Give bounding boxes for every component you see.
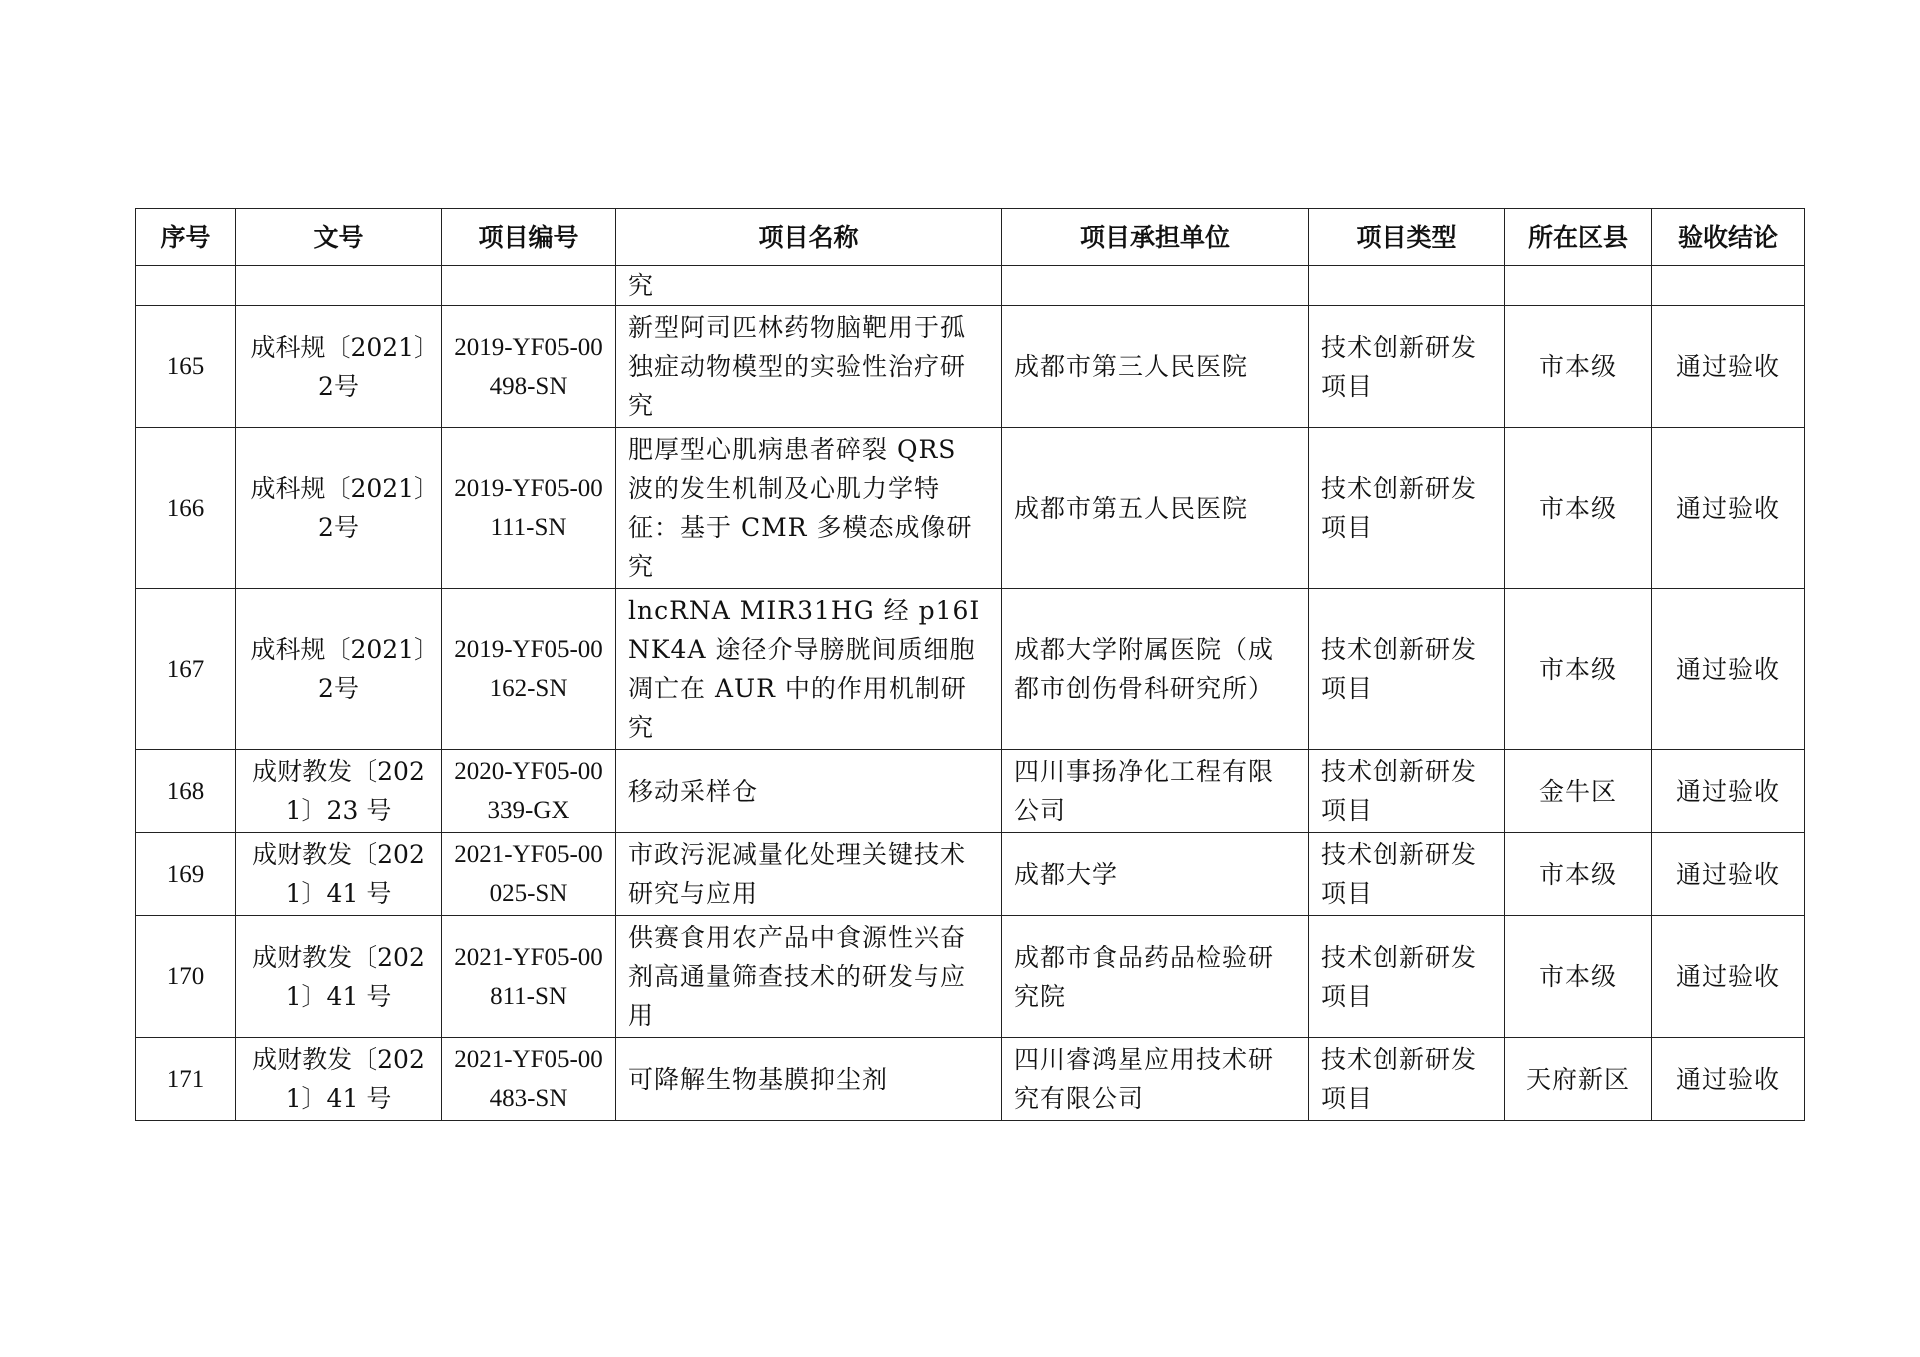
cell-type xyxy=(1309,266,1505,306)
table-row xyxy=(136,833,1805,916)
cell-doc-number: 成财教发〔2021〕41 号 xyxy=(236,916,442,1038)
cell-unit: 成都大学附属医院（成都市创伤骨科研究所） xyxy=(1002,589,1309,750)
cell-doc-number: 成财教发〔2021〕41 号 xyxy=(236,1038,442,1121)
table-row xyxy=(136,916,1805,1038)
cell-type: 技术创新研发项目 xyxy=(1309,916,1505,1038)
cell-district: 市本级 xyxy=(1505,306,1652,428)
cell-district: 市本级 xyxy=(1505,428,1652,589)
cell-type: 技术创新研发项目 xyxy=(1309,1038,1505,1121)
cell-doc-number: 成财教发〔2021〕41 号 xyxy=(236,833,442,916)
cell-serial: 166 xyxy=(136,428,236,589)
table-row xyxy=(136,266,1805,306)
cell-serial: 169 xyxy=(136,833,236,916)
cell-project-code: 2019-YF05-00111-SN xyxy=(442,428,616,589)
header-district: 所在区县 xyxy=(1505,209,1652,266)
cell-doc-number: 成科规〔2021〕2号 xyxy=(236,306,442,428)
cell-district: 天府新区 xyxy=(1505,1038,1652,1121)
header-type: 项目类型 xyxy=(1309,209,1505,266)
cell-project-name: lncRNA MIR31HG 经 p16INK4A 途径介导膀胱间质细胞凋亡在 AUR 中的作用机制研究 xyxy=(616,589,1002,750)
cell-district: 市本级 xyxy=(1505,916,1652,1038)
header-serial: 序号 xyxy=(136,209,236,266)
cell-district xyxy=(1505,266,1652,306)
cell-type: 技术创新研发项目 xyxy=(1309,833,1505,916)
table-header-row xyxy=(136,209,1805,266)
cell-doc-number: 成科规〔2021〕2号 xyxy=(236,589,442,750)
cell-serial xyxy=(136,266,236,306)
header-doc-number: 文号 xyxy=(236,209,442,266)
cell-unit: 成都大学 xyxy=(1002,833,1309,916)
cell-district: 市本级 xyxy=(1505,833,1652,916)
table-row xyxy=(136,589,1805,750)
cell-project-code: 2021-YF05-00483-SN xyxy=(442,1038,616,1121)
cell-result: 通过验收 xyxy=(1652,750,1805,833)
table-row xyxy=(136,428,1805,589)
cell-doc-number: 成科规〔2021〕2号 xyxy=(236,428,442,589)
cell-type: 技术创新研发项目 xyxy=(1309,428,1505,589)
cell-project-code xyxy=(442,266,616,306)
cell-serial: 168 xyxy=(136,750,236,833)
cell-project-name: 供赛食用农产品中食源性兴奋剂高通量筛查技术的研发与应用 xyxy=(616,916,1002,1038)
cell-type: 技术创新研发项目 xyxy=(1309,306,1505,428)
cell-project-name: 究 xyxy=(616,266,1002,306)
cell-unit xyxy=(1002,266,1309,306)
cell-result: 通过验收 xyxy=(1652,833,1805,916)
cell-unit: 成都市第三人民医院 xyxy=(1002,306,1309,428)
cell-serial: 170 xyxy=(136,916,236,1038)
table-row xyxy=(136,306,1805,428)
cell-type: 技术创新研发项目 xyxy=(1309,750,1505,833)
cell-project-code: 2019-YF05-00498-SN xyxy=(442,306,616,428)
header-unit: 项目承担单位 xyxy=(1002,209,1309,266)
cell-result: 通过验收 xyxy=(1652,589,1805,750)
cell-doc-number: 成财教发〔2021〕23 号 xyxy=(236,750,442,833)
cell-project-name: 新型阿司匹林药物脑靶用于孤独症动物模型的实验性治疗研究 xyxy=(616,306,1002,428)
cell-doc-number xyxy=(236,266,442,306)
table-row xyxy=(136,1038,1805,1121)
cell-result: 通过验收 xyxy=(1652,306,1805,428)
cell-district: 金牛区 xyxy=(1505,750,1652,833)
cell-project-name: 可降解生物基膜抑尘剂 xyxy=(616,1038,1002,1121)
cell-unit: 成都市第五人民医院 xyxy=(1002,428,1309,589)
table-row xyxy=(136,750,1805,833)
cell-result: 通过验收 xyxy=(1652,1038,1805,1121)
cell-serial: 167 xyxy=(136,589,236,750)
cell-unit: 四川事扬净化工程有限公司 xyxy=(1002,750,1309,833)
cell-project-code: 2021-YF05-00025-SN xyxy=(442,833,616,916)
cell-project-name: 移动采样仓 xyxy=(616,750,1002,833)
cell-serial: 171 xyxy=(136,1038,236,1121)
cell-project-name: 肥厚型心肌病患者碎裂 QRS 波的发生机制及心肌力学特征：基于 CMR 多模态成像研究 xyxy=(616,428,1002,589)
cell-result: 通过验收 xyxy=(1652,916,1805,1038)
header-project-name: 项目名称 xyxy=(616,209,1002,266)
cell-result xyxy=(1652,266,1805,306)
cell-district: 市本级 xyxy=(1505,589,1652,750)
cell-project-code: 2019-YF05-00162-SN xyxy=(442,589,616,750)
cell-serial: 165 xyxy=(136,306,236,428)
cell-type: 技术创新研发项目 xyxy=(1309,589,1505,750)
header-project-code: 项目编号 xyxy=(442,209,616,266)
acceptance-table xyxy=(135,208,1805,1121)
cell-result: 通过验收 xyxy=(1652,428,1805,589)
cell-project-code: 2021-YF05-00811-SN xyxy=(442,916,616,1038)
cell-unit: 成都市食品药品检验研究院 xyxy=(1002,916,1309,1038)
cell-project-name: 市政污泥减量化处理关键技术研究与应用 xyxy=(616,833,1002,916)
cell-unit: 四川睿鸿星应用技术研究有限公司 xyxy=(1002,1038,1309,1121)
header-result: 验收结论 xyxy=(1652,209,1805,266)
cell-project-code: 2020-YF05-00339-GX xyxy=(442,750,616,833)
